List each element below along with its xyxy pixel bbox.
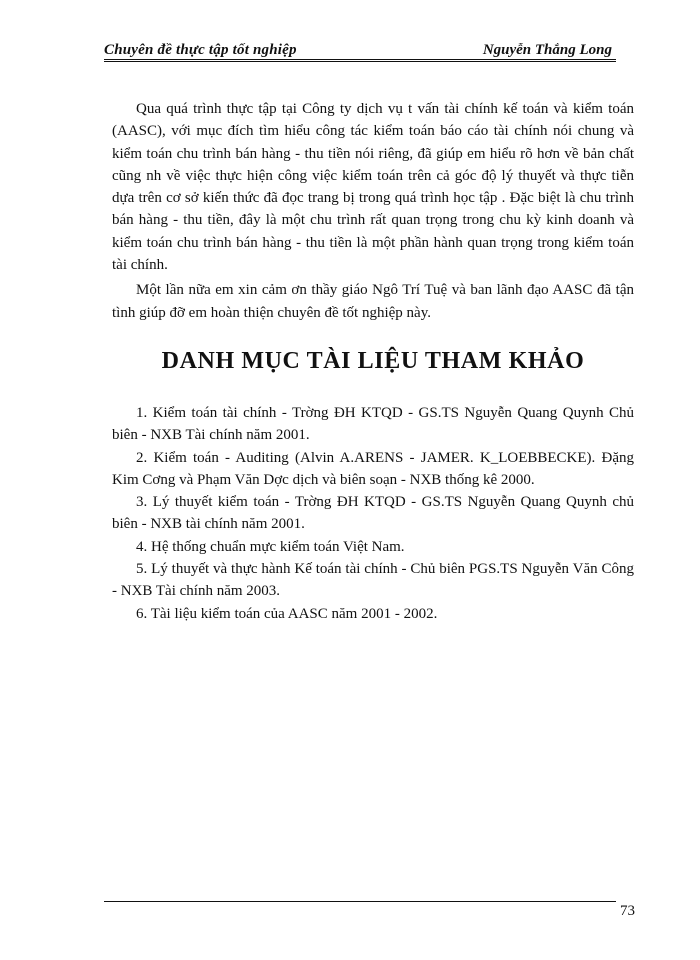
reference-item: 2. Kiểm toán - Auditing (Alvin A.ARENS - JAMER. K_LOEBBECKE). Đặng Kim Cơng và Phạm Văn Dợc dịch và biên soạn - NXB thống kê 2000. (112, 449, 634, 488)
page-header (104, 40, 616, 62)
header-author-name: Nguyễn Thắng Long (482, 42, 612, 58)
reference-item: 1. Kiểm toán tài chính - Trờng ĐH KTQD - GS.TS Nguyễn Quang Quynh Chủ biên - NXB Tài chính năm 2001. (112, 405, 634, 444)
reference-item: 5. Lý thuyết và thực hành Kế toán tài chính - Chủ biên PGS.TS Nguyễn Văn Công - NXB Tài chính năm 2003. (112, 561, 634, 600)
conclusion-text (112, 98, 634, 324)
reference-item: 3. Lý thuyết kiểm toán - Trờng ĐH KTQD - GS.TS Nguyễn Quang Quynh chủ biên - NXB tài chính năm 2001. (112, 494, 634, 533)
header-rule (104, 59, 616, 62)
footer-rule (104, 901, 616, 902)
header-report-title: Chuyên đề thực tập tốt nghiệp (104, 42, 297, 58)
reference-item: 6. Tài liệu kiểm toán của AASC năm 2001 - 2002. (136, 605, 438, 622)
paragraph: Qua quá trình thực tập tại Công ty dịch vụ t vấn tài chính kế toán và kiểm toán (AASC), với mục đích tìm hiểu công tác kiểm toán báo cáo tài chính nói chung và kiểm toán chu trình bán hàng - thu tiền nói riêng, đã giúp em hiểu rõ hơn về bản chất cũng nh về việc thực hiện công việc kiểm toán trên cả góc độ lý thuyết và thực tiễn dựa trên cơ sở kiến thức đã đọc trang bị trong quá trình học tập . Đặc biệt là chu trình bán hàng - thu tiền, đây là một chu trình rất quan trọng trong chu kỳ kinh doanh và kiểm toán chu trình bán hàng - thu tiền là một phần hành quan trọng trong kiểm toán tài chính. (112, 101, 634, 274)
reference-list (112, 402, 634, 625)
page-number: 73 (620, 903, 635, 919)
reference-item: 4. Hệ thống chuẩn mực kiểm toán Việt Nam. (136, 538, 405, 555)
section-title: DANH MỤC TÀI LIỆU THAM KHẢO (161, 348, 585, 374)
paragraph: Một lần nữa em xin cảm ơn thầy giáo Ngô Trí Tuệ và ban lãnh đạo AASC đã tận tình giúp đỡ em hoàn thiện chuyên đề tốt nghiệp này. (112, 282, 634, 321)
